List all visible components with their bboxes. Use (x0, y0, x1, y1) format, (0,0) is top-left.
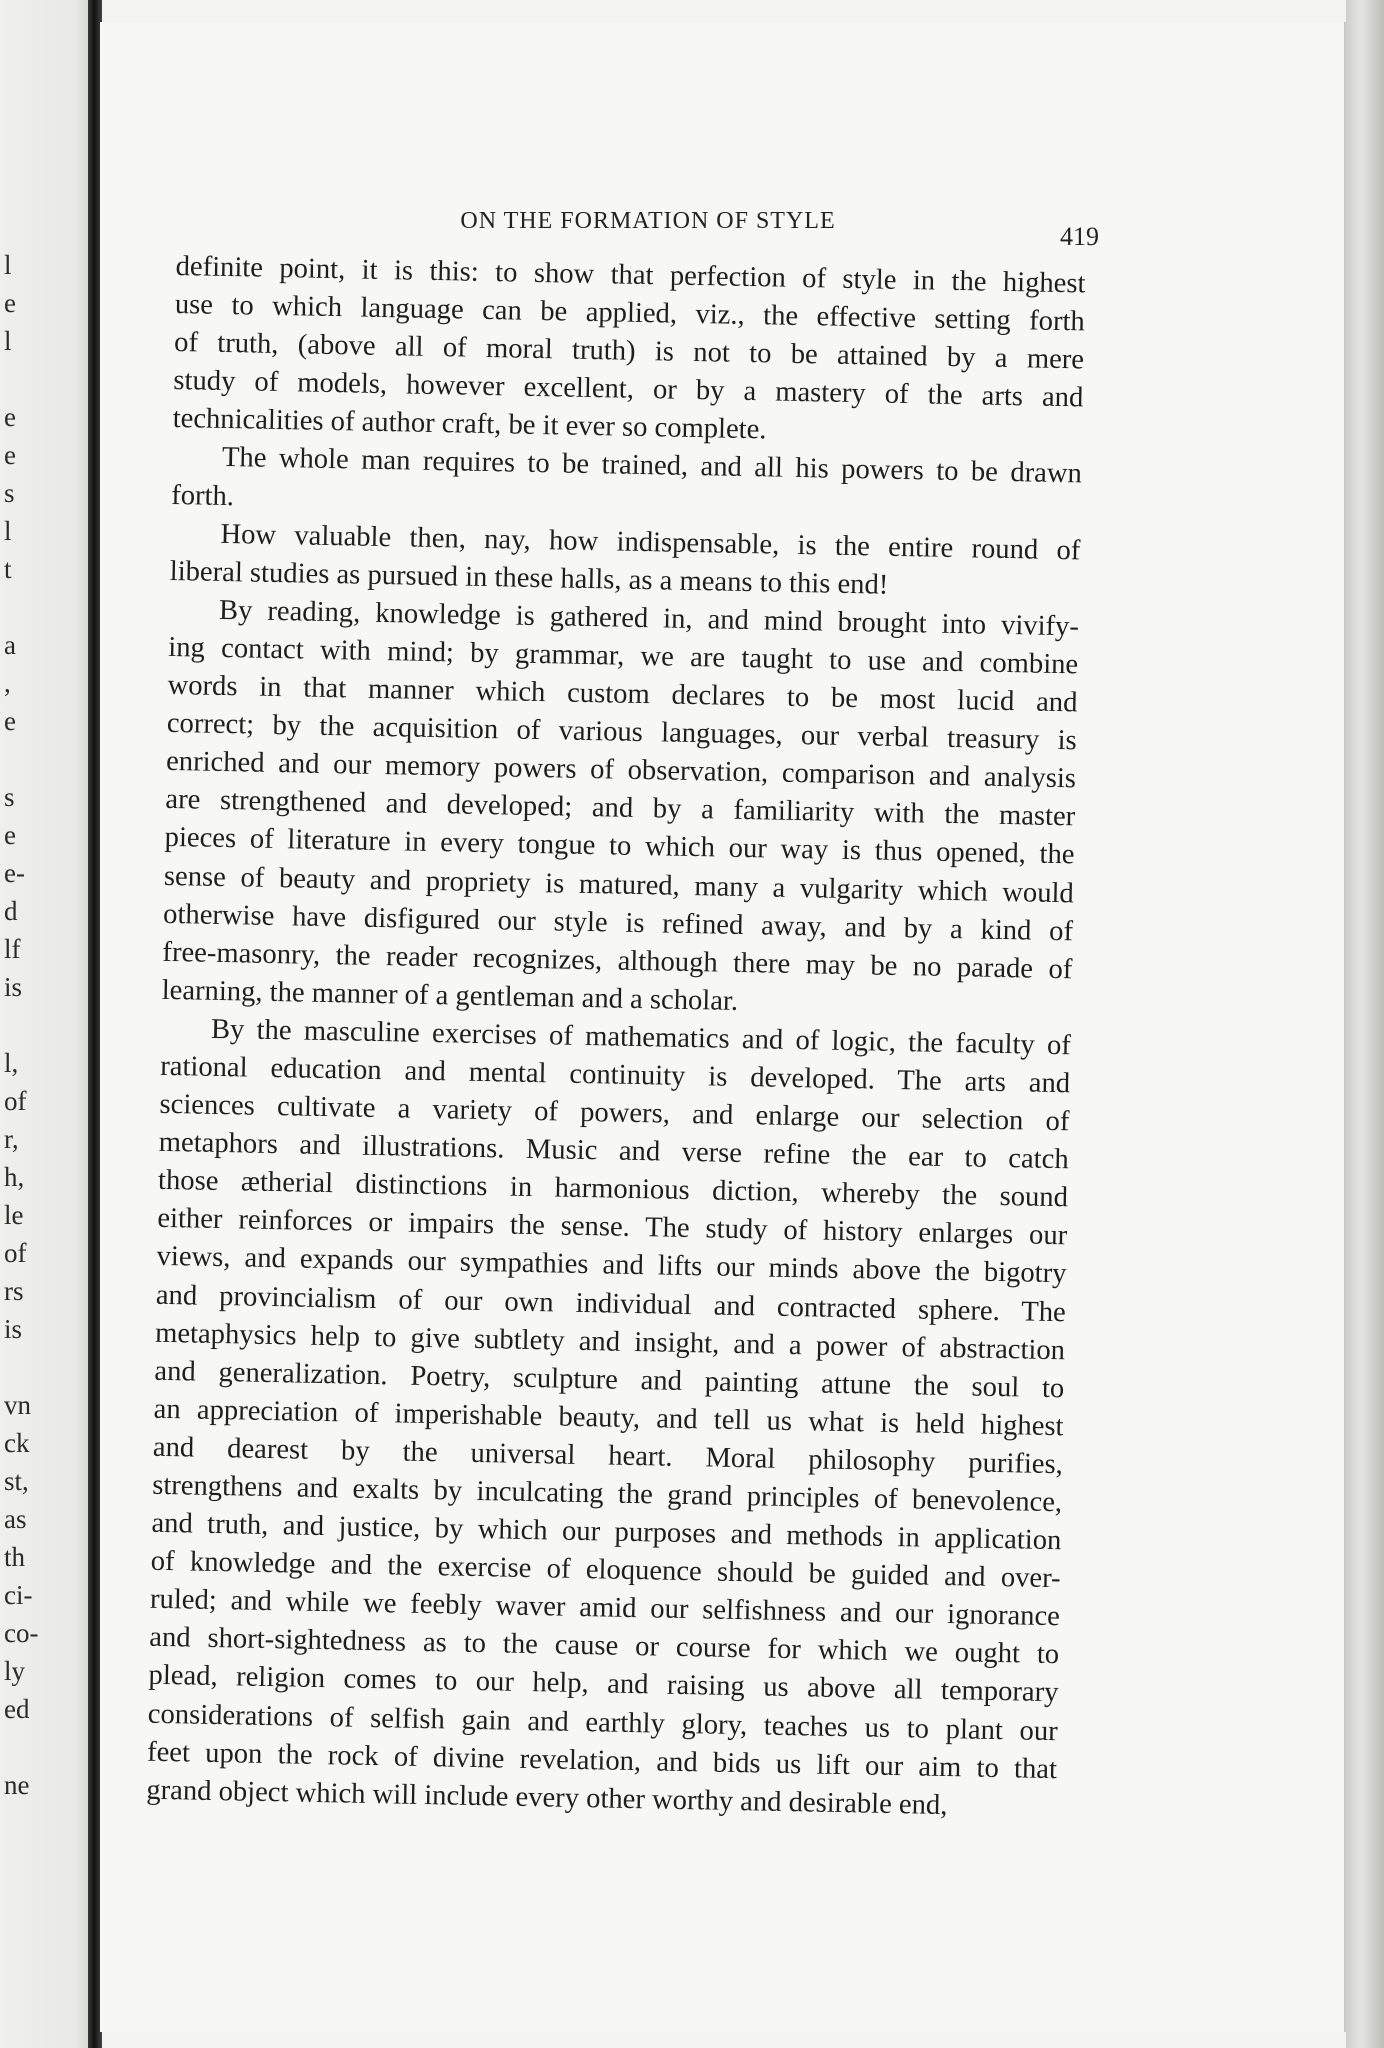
left-fragment: , (4, 668, 11, 698)
left-fragment (4, 360, 44, 398)
left-fragment: of (4, 1238, 27, 1268)
left-fragment: vn (4, 1390, 31, 1420)
page-number: 419 (1060, 222, 1099, 251)
text-line: study of models, however excellent, or by a mastery of the arts and (173, 365, 1084, 414)
text-line: views, and expands our sympathies and lifts our minds above the bigotry (156, 1241, 1067, 1290)
left-fragment: s (4, 782, 15, 812)
text-line: and provincialism of our own individual and contracted sphere. The (155, 1279, 1067, 1328)
left-fragment: l, (4, 1048, 19, 1078)
paragraph (172, 248, 1085, 456)
left-fragment: co- (4, 1618, 39, 1648)
text-line: and dearest by the universal heart. Moral philosophy purifies, (152, 1431, 1064, 1481)
left-fragment: th (4, 1542, 26, 1572)
text-line: either reinforces or impairs the sense. The study of history enlarges our (157, 1203, 1068, 1252)
left-fragment: l (4, 326, 12, 356)
left-fragment: a (4, 630, 16, 660)
text-line: grand object which will include every other worthy and desirable end, (146, 1774, 948, 1821)
left-fragment: e (4, 820, 16, 850)
left-fragment: st, (4, 1466, 29, 1496)
text-line: free-masonry, the reader recognizes, although there may be no parade of (162, 936, 1073, 986)
left-fragment: is (4, 972, 23, 1002)
text-line: metaphors and illustrations. Music and verse refine the ear to catch (158, 1126, 1069, 1176)
left-fragment: ck (4, 1428, 30, 1458)
left-fragment: as (4, 1504, 27, 1534)
left-fragment: d (4, 896, 18, 926)
left-fragment: ed (4, 1694, 30, 1724)
text-line: and truth, and justice, by which our purposes and methods in application (151, 1507, 1062, 1557)
text-line: How valuable then, nay, how indispensable, is the entire round of (220, 518, 1081, 567)
text-line: and short-sightedness as to the cause or course for which we ought to (149, 1622, 1060, 1671)
left-fragment: l (4, 250, 12, 280)
text-line: metaphysics help to give subtlety and insight, and a power of abstraction (154, 1317, 1066, 1366)
left-fragment: e- (4, 858, 25, 888)
text-line: use to which language can be applied, viz., the effective setting forth (174, 289, 1086, 338)
text-line: rational education and mental continuity is developed. The arts and (159, 1050, 1071, 1100)
left-fragment: e (4, 402, 16, 432)
text-line: plead, religion comes to our help, and raising us above all temporary (148, 1660, 1059, 1709)
left-fragment (4, 1348, 44, 1386)
body-text (146, 248, 1086, 1827)
paragraph (161, 591, 1079, 1027)
text-line: technicalities of author craft, be it ever so complete. (172, 403, 767, 446)
left-page-edge (0, 0, 94, 2048)
text-line: strengthens and exalts by inculcating the grand principles of benevolence, (151, 1469, 1063, 1519)
left-fragment: rs (4, 1276, 24, 1306)
left-fragment: ly (4, 1656, 26, 1686)
text-line: By the masculine exercises of mathematics and of logic, the faculty of (210, 1013, 1072, 1062)
text-line: enriched and our memory powers of observation, comparison and analysis (165, 746, 1077, 795)
left-fragment: is (4, 1314, 23, 1344)
text-line: sciences cultivate a variety of powers, and enlarge our selection of (159, 1088, 1070, 1138)
text-line: ing contact with mind; by grammar, we are taught to use and combine (168, 631, 1079, 681)
text-line: The whole man requires to be trained, and all his powers to be drawn (221, 442, 1083, 490)
text-line: ruled; and while we feebly waver amid our selfishness and our ignorance (149, 1584, 1061, 1633)
left-fragment: t (4, 554, 12, 584)
text-line: words in that manner which custom declares to be most lucid and (167, 669, 1078, 719)
text-line: are strengthened and developed; and by a familiarity with the master (165, 784, 1076, 833)
left-fragment (4, 740, 44, 778)
text-line: an appreciation of imperishable beauty, and tell us what is held highest (153, 1393, 1064, 1443)
left-fragment: e (4, 288, 16, 318)
text-line: of knowledge and the exercise of eloquence should be guided and over- (150, 1545, 1061, 1595)
text-line: By reading, knowledge is gathered in, and mind brought into vivify- (218, 594, 1080, 643)
left-fragment: e (4, 706, 16, 736)
left-fragment: lf (4, 934, 21, 964)
left-fragment: s (4, 478, 15, 508)
text-line: liberal studies as pursued in these halls, as a means to this end! (169, 555, 889, 601)
left-fragment: r, (4, 1124, 19, 1154)
left-fragment: ne (4, 1770, 30, 1800)
text-line: correct; by the acquisition of various languages, our verbal treasury is (166, 708, 1077, 757)
text-line: feet upon the rock of divine revelation, and bids us lift our aim to that (146, 1736, 1058, 1785)
text-line: considerations of selfish gain and earthly glory, teaches us to plant our (147, 1698, 1058, 1747)
text-line: learning, the manner of a gentleman and a scholar. (161, 974, 739, 1017)
left-fragment: ci- (4, 1580, 33, 1610)
left-fragment: of (4, 1086, 27, 1116)
text-line: forth. (170, 479, 235, 512)
text-line: otherwise have disfigured our style is refined away, and by a kind of (162, 898, 1074, 947)
text-line: sense of beauty and propriety is matured, many a vulgarity which would (163, 860, 1075, 909)
left-fragment (4, 1006, 44, 1044)
left-fragment: e (4, 440, 16, 470)
running-header: ON THE FORMATION OF STYLE (460, 208, 836, 234)
left-page-fragments (4, 246, 44, 1804)
left-fragment: l (4, 516, 12, 546)
left-fragment: h, (4, 1162, 25, 1192)
right-page-edge (1346, 0, 1384, 2048)
left-fragment (4, 588, 44, 626)
text-line: of truth, (above all of moral truth) is not to be attained by a mere (173, 327, 1085, 376)
left-fragment: le (4, 1200, 24, 1230)
left-fragment (4, 1728, 44, 1766)
text-line: those ætherial distinctions in harmonious diction, whereby the sound (157, 1165, 1069, 1214)
paragraph (146, 1010, 1071, 1827)
text-line: pieces of literature in every tongue to which our way is thus opened, the (164, 822, 1075, 871)
text-line: and generalization. Poetry, sculpture and painting attune the soul to (154, 1355, 1065, 1404)
text-line: definite point, it is this: to show that perfection of style in the highest (175, 250, 1086, 300)
